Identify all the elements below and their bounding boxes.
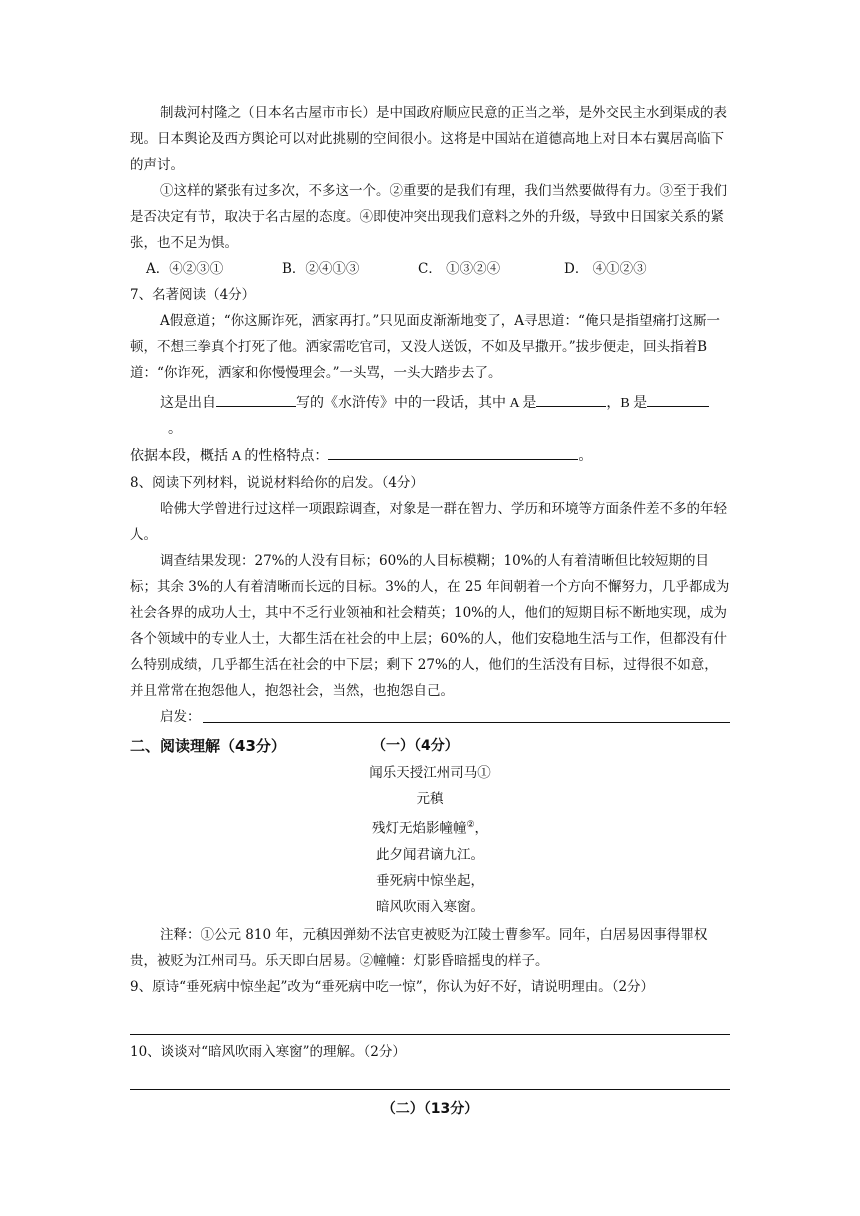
sentences-paragraph: ①这样的紧张有过多次，不多这一个。②重要的是我们有理，我们当然要做得有力。③至于我们是否决定有节，取决于名古屋的态度。④即使冲突出现我们意料之外的升级，导致中日国家关系的紧张，也不足为惧。 [130, 183, 727, 251]
q7-title: 7、名著阅读（4分） [130, 287, 256, 303]
q8-answer-label: 启发： [160, 709, 201, 725]
q7-trait-line [130, 443, 730, 470]
poem-line-2: 此夕闻君谪九江。 [376, 846, 484, 863]
q7-trait-blank[interactable] [328, 443, 578, 460]
q8-answer-blank[interactable] [203, 704, 731, 723]
section-2-subtitle: （一）（4分） [372, 738, 459, 754]
q9-answer-line[interactable] [130, 1034, 730, 1035]
q7-text-3: ，B 是 [606, 396, 648, 411]
option-b[interactable]: B．②④①③ [282, 261, 360, 277]
poem [130, 760, 730, 920]
exam-page [130, 100, 730, 1122]
q7-text-5: 依据本段，概括 A 的性格特点： [130, 449, 329, 464]
q9-question: 9、原诗“垂死病中惊坐起”改为“垂死病中吃一惊”，你认为好不好，请说明理由。（2分） [130, 978, 655, 995]
q8-answer-line [130, 704, 730, 730]
q8-paragraph-2: 调查结果发现：27%的人没有目标；60%的人目标模糊；10%的人有着清晰但比较短期的目标；其余 3%的人有着清晰而长远的目标。3%的人，在 25 年间朝着一个方向不懈努力，几乎都成为社会各界的成功人士，其中不乏行业领袖和社会精英；10%的人，他们的短期目标不断地实现，成为各个领域中的专业人士，大都生活在社会的中上层；60%的人，他们安稳地生活与工作，但都没有什么特别成绩，几乎都生活在社会的中下层；剩下 27%的人，他们的生活没有目标，过得很不如意，并且常常在抱怨他人，抱怨社会，当然，也抱怨自己。 [130, 553, 730, 699]
poem-line-1: 残灯无焰影幢幢②， [371, 820, 489, 837]
q7-fill-line [130, 390, 730, 443]
q8-paragraph-1: 哈佛大学曾进行过这样一项跟踪调查，对象是一群在智力、学历和环境等方面条件差不多的年轻人。 [130, 501, 727, 543]
option-c[interactable]: C． ①③②④ [418, 261, 501, 277]
q8-title: 8、阅读下列材料，说说材料给你的启发。（4分） [130, 475, 424, 491]
q7-author-blank[interactable] [216, 390, 296, 407]
poem-annotation: 注释：①公元 810 年，元稹因弹劾不法官吏被贬为江陵士曹参军。同年，白居易因事得罪权贵，被贬为江州司马。乐天即白居易。②幢幢：灯影昏暗摇曳的样子。 [130, 926, 708, 969]
poem-line-4: 暗风吹雨入寒窗。 [376, 898, 484, 915]
q7-b-blank[interactable] [647, 390, 709, 407]
q7-text-6: 。 [578, 449, 593, 464]
q7-text-2: 写的《水浒传》中的一段话，其中 A 是 [296, 396, 537, 411]
q7-text-4: 。 [168, 422, 182, 437]
section-2-heading [130, 732, 730, 760]
poem-line-3: 垂死病中惊坐起， [376, 872, 484, 889]
intro-paragraph: 制裁河村隆之（日本名古屋市市长）是中国政府顺应民意的正当之举，是外交民主水到渠成的表现。日本舆论及西方舆论可以对此挑剔的空间很小。这将是中国站在道德高地上对日本右翼居高临下的声讨。 [130, 105, 727, 173]
option-d[interactable]: D． ④①②③ [564, 261, 647, 277]
q7-passage: A假意道；“你这厮诈死，洒家再打。”只见面皮渐渐地变了，A寻思道：“俺只是指望痛打这厮一顿，不想三拳真个打死了他。洒家需吃官司，又没人送饭，不如及早撒开。”拔步便走，回头指着B道：“你诈死，洒家和你慢慢理会。”一头骂，一头大踏步去了。 [130, 313, 720, 381]
section-2-title: 二、阅读理解（43分） [130, 737, 286, 755]
option-a[interactable]: A．④②③① [146, 261, 224, 277]
answer-options [130, 256, 730, 282]
q10-question: 10、谈谈对“暗风吹雨入寒窗”的理解。（2分） [130, 1043, 406, 1060]
q10-answer-line[interactable] [130, 1089, 730, 1090]
part-2-title: （二）（13分） [381, 1100, 479, 1117]
poem-title: 闻乐天授江州司马① [369, 765, 491, 781]
q7-text-1: 这是出自 [160, 396, 216, 411]
q7-a-blank[interactable] [536, 390, 606, 407]
poem-author: 元稹 [416, 791, 444, 807]
